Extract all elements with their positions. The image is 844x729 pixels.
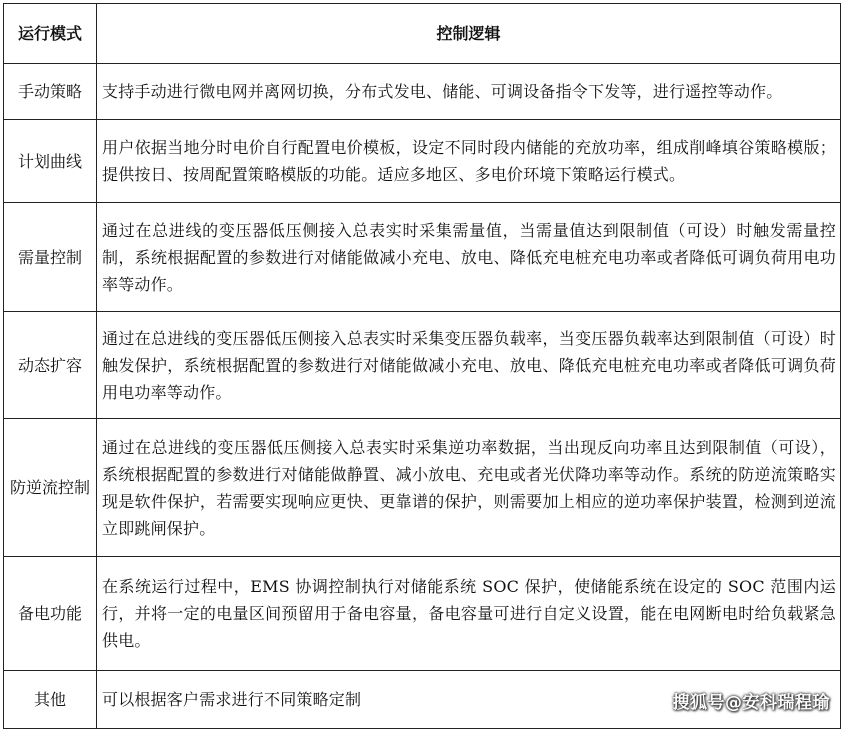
mode-cell: 手动策略 <box>4 64 97 120</box>
logic-cell: 在系统运行过程中，EMS 协调控制执行对储能系统 SOC 保护，使储能系统在设定的 SOC 范围内运行，并将一定的电量区间预留用于备电容量，备电容量可进行自定义设置，能在电网断电时给负载紧急供电。 <box>97 557 841 671</box>
table-row <box>4 120 841 203</box>
logic-cell: 支持手动进行微电网并离网切换，分布式发电、储能、可调设备指令下发等，进行遥控等动作。 <box>97 64 841 120</box>
table-header-row <box>4 4 841 64</box>
logic-cell: 用户依据当地分时电价自行配置电价模板，设定不同时段内储能的充放功率，组成削峰填谷策略模版；提供按日、按周配置策略模版的功能。适应多地区、多电价环境下策略运行模式。 <box>97 120 841 203</box>
mode-cell: 动态扩容 <box>4 312 97 419</box>
mode-cell: 需量控制 <box>4 203 97 312</box>
header-mode: 运行模式 <box>4 4 97 64</box>
table-row <box>4 557 841 671</box>
logic-cell: 通过在总进线的变压器低压侧接入总表实时采集变压器负载率，当变压器负载率达到限制值（可设）时触发保护，系统根据配置的参数进行对储能做减小充电、放电、降低充电桩充电功率或者降低可调负荷用电功率等动作。 <box>97 312 841 419</box>
table-row <box>4 312 841 419</box>
header-logic: 控制逻辑 <box>97 4 841 64</box>
logic-cell: 通过在总进线的变压器低压侧接入总表实时采集需量值，当需量值达到限制值（可设）时触发需量控制，系统根据配置的参数进行对储能做减小充电、放电、降低充电桩充电功率或者降低可调负荷用电功率等动作。 <box>97 203 841 312</box>
table-row <box>4 64 841 120</box>
strategy-table-container <box>3 3 840 729</box>
watermark: 搜狐号@安科瑞程瑜 <box>672 693 830 713</box>
mode-cell: 防逆流控制 <box>4 419 97 557</box>
table-row <box>4 419 841 557</box>
logic-cell: 通过在总进线的变压器低压侧接入总表实时采集逆功率数据，当出现反向功率且达到限制值（可设），系统根据配置的参数进行对储能做静置、减小放电、充电或者光伏降功率等动作。系统的防逆流策略实现是软件保护，若需要实现响应更快、更靠谱的保护，则需要加上相应的逆功率保护装置，检测到逆流立即跳闸保护。 <box>97 419 841 557</box>
table-row <box>4 203 841 312</box>
mode-cell: 其他 <box>4 671 97 729</box>
mode-cell: 备电功能 <box>4 557 97 671</box>
strategy-table <box>3 3 841 729</box>
logic-cell: 可以根据客户需求进行不同策略定制 <box>97 671 841 729</box>
mode-cell: 计划曲线 <box>4 120 97 203</box>
